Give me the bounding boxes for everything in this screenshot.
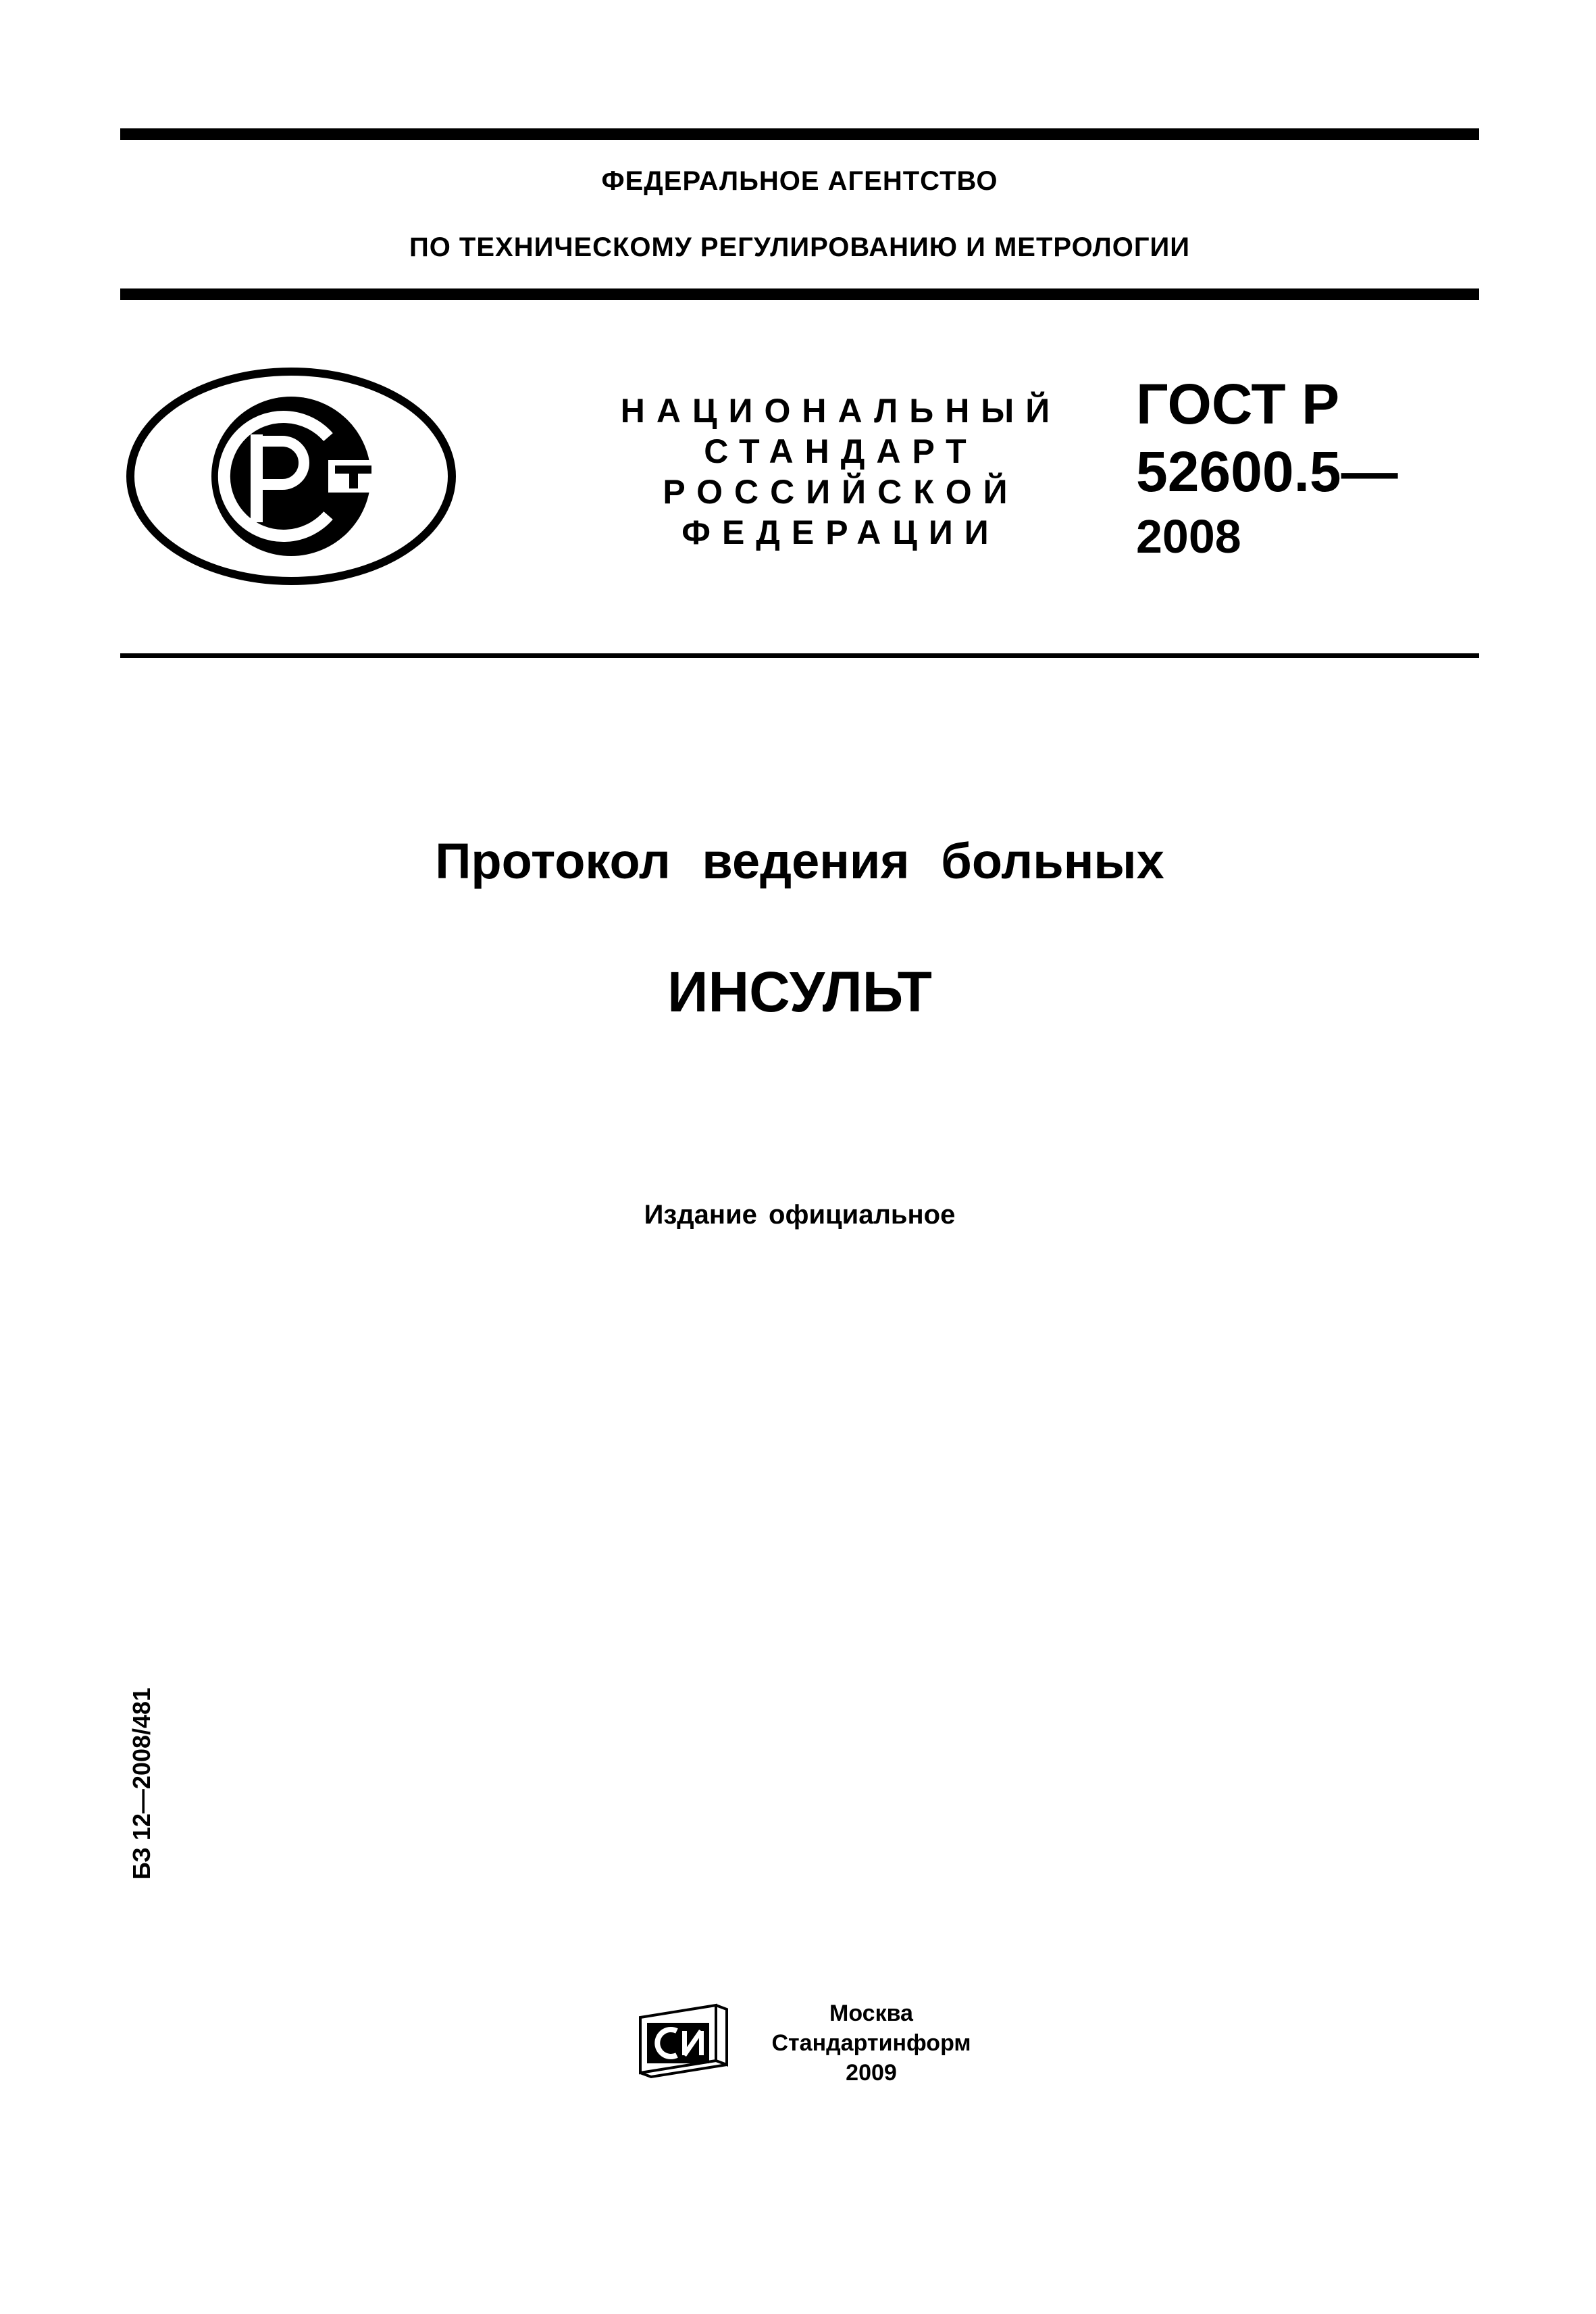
standard-type-line-1: НАЦИОНАЛЬНЫЙ xyxy=(620,392,1062,430)
edition-note: Издание официальное xyxy=(644,1200,956,1230)
agency-name-line-1: ФЕДЕРАЛЬНОЕ АГЕНТСТВО xyxy=(601,166,998,196)
header-bottom-rule xyxy=(120,288,1479,300)
side-code: БЗ 12—2008/481 xyxy=(128,1687,155,1880)
standard-type-line-2: СТАНДАРТ xyxy=(704,432,978,470)
designation-line-2: 52600.5— xyxy=(1136,440,1398,503)
standartinform-logo-icon xyxy=(635,1998,732,2080)
standard-type-line-3: РОССИЙСКОЙ xyxy=(663,473,1019,511)
document-title: Протокол ведения больных xyxy=(435,833,1164,889)
publisher-block xyxy=(750,1998,993,2088)
top-rule xyxy=(120,128,1479,140)
designation-line-1: ГОСТ Р xyxy=(1136,372,1340,436)
document-subtitle: ИНСУЛЬТ xyxy=(667,960,932,1024)
publisher-name: Стандартинформ xyxy=(771,2030,971,2056)
publisher-city: Москва xyxy=(829,2001,913,2026)
designation-line-3: 2008 xyxy=(1136,510,1241,563)
header-separator-rule xyxy=(120,653,1479,658)
agency-name-line-2: ПО ТЕХНИЧЕСКОМУ РЕГУЛИРОВАНИЮ И МЕТРОЛОГИИ xyxy=(409,232,1191,262)
standard-type-block xyxy=(561,391,1121,553)
standard-type-line-4: ФЕДЕРАЦИИ xyxy=(681,513,1000,551)
standard-designation xyxy=(1136,370,1398,568)
rst-certification-mark-icon xyxy=(126,367,457,586)
publisher-year: 2009 xyxy=(846,2060,897,2086)
